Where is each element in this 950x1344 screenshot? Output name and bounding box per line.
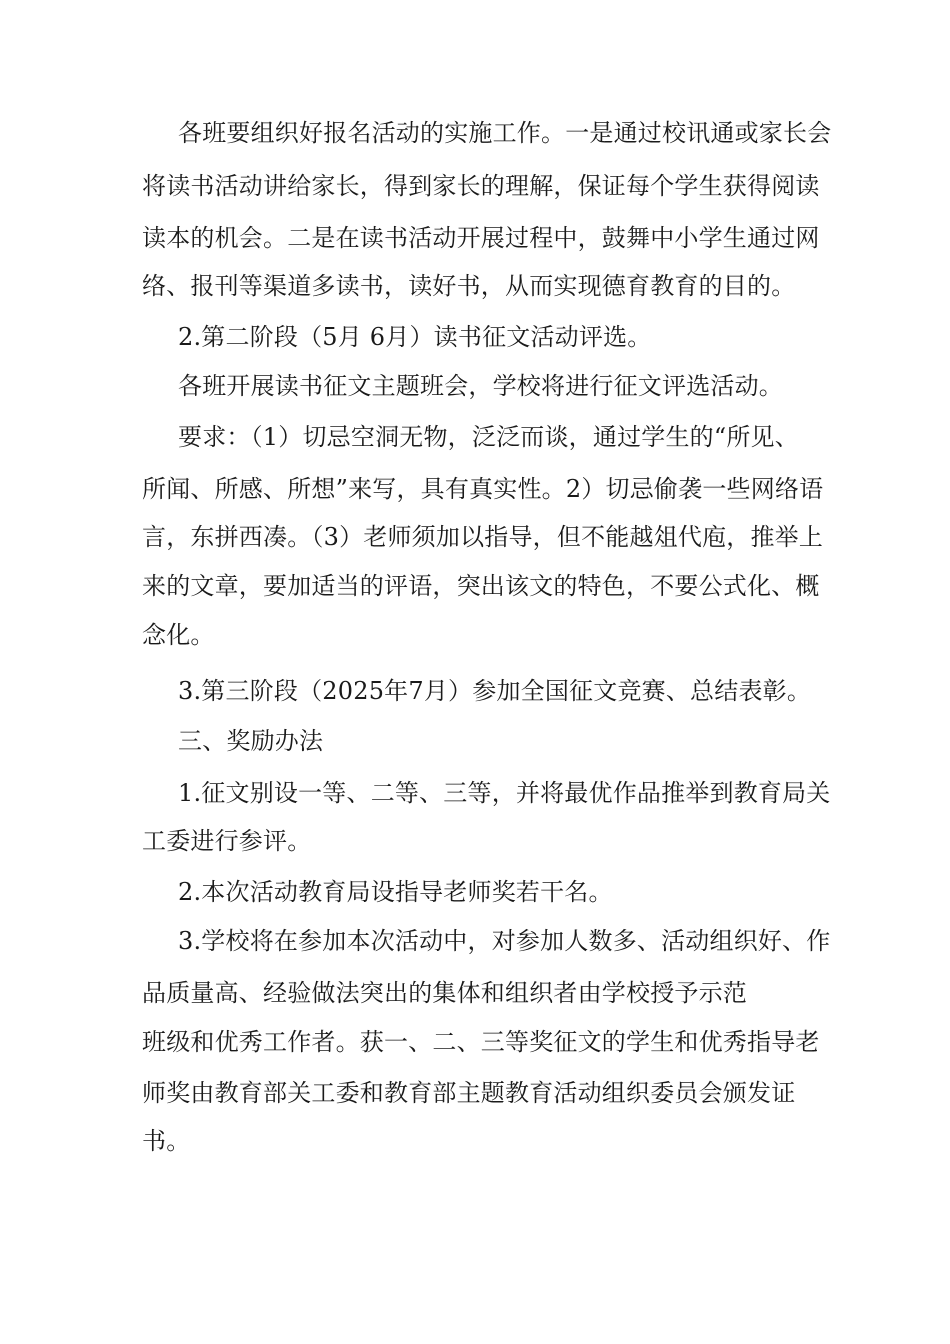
paragraph-line: 班级和优秀工作者。获一、二、三等奖征文的学生和优秀指导老 bbox=[142, 1028, 820, 1056]
paragraph-line: 书。 bbox=[142, 1127, 191, 1155]
paragraph-line: 要求：（1）切忌空洞无物，泛泛而谈，通过学生的“所见、 bbox=[178, 423, 799, 451]
paragraph-line: 工委进行参评。 bbox=[142, 827, 312, 855]
paragraph-line: 络、报刊等渠道多读书，读好书，从而实现德育教育的目的。 bbox=[142, 272, 796, 300]
paragraph-line: 2.本次活动教育局设指导老师奖若干名。 bbox=[178, 878, 613, 906]
paragraph-line: 所闻、所感、所想”来写，具有真实性。2）切忌偷袭一些网络语 bbox=[142, 475, 824, 503]
paragraph-line: 品质量高、经验做法突出的集体和组织者由学校授予示范 bbox=[142, 979, 747, 1007]
section-heading-line: 三、奖励办法 bbox=[178, 727, 324, 755]
section-heading-line: 2.第二阶段（5月 6月）读书征文活动评选。 bbox=[178, 323, 652, 351]
paragraph-line: 言，东拼西凑。（3）老师须加以指导，但不能越俎代庖，推举上 bbox=[142, 523, 824, 551]
paragraph-line: 各班要组织好报名活动的实施工作。一是通过校讯通或家长会 bbox=[178, 119, 832, 147]
section-heading-line: 3.第三阶段（2025年7月）参加全国征文竞赛、总结表彰。 bbox=[178, 677, 812, 705]
paragraph-line: 念化。 bbox=[142, 621, 215, 649]
paragraph-line: 师奖由教育部关工委和教育部主题教育活动组织委员会颁发证 bbox=[142, 1079, 796, 1107]
paragraph-line: 读本的机会。二是在读书活动开展过程中，鼓舞中小学生通过网 bbox=[142, 224, 820, 252]
paragraph-line: 3.学校将在参加本次活动中，对参加人数多、活动组织好、作 bbox=[178, 927, 831, 955]
paragraph-line: 各班开展读书征文主题班会，学校将进行征文评选活动。 bbox=[178, 372, 783, 400]
paragraph-line: 将读书活动讲给家长，得到家长的理解，保证每个学生获得阅读 bbox=[142, 172, 820, 200]
paragraph-line: 1.征文别设一等、二等、三等，并将最优作品推举到教育局关 bbox=[178, 779, 831, 807]
paragraph-line: 来的文章，要加适当的评语，突出该文的特色，不要公式化、概 bbox=[142, 572, 820, 600]
